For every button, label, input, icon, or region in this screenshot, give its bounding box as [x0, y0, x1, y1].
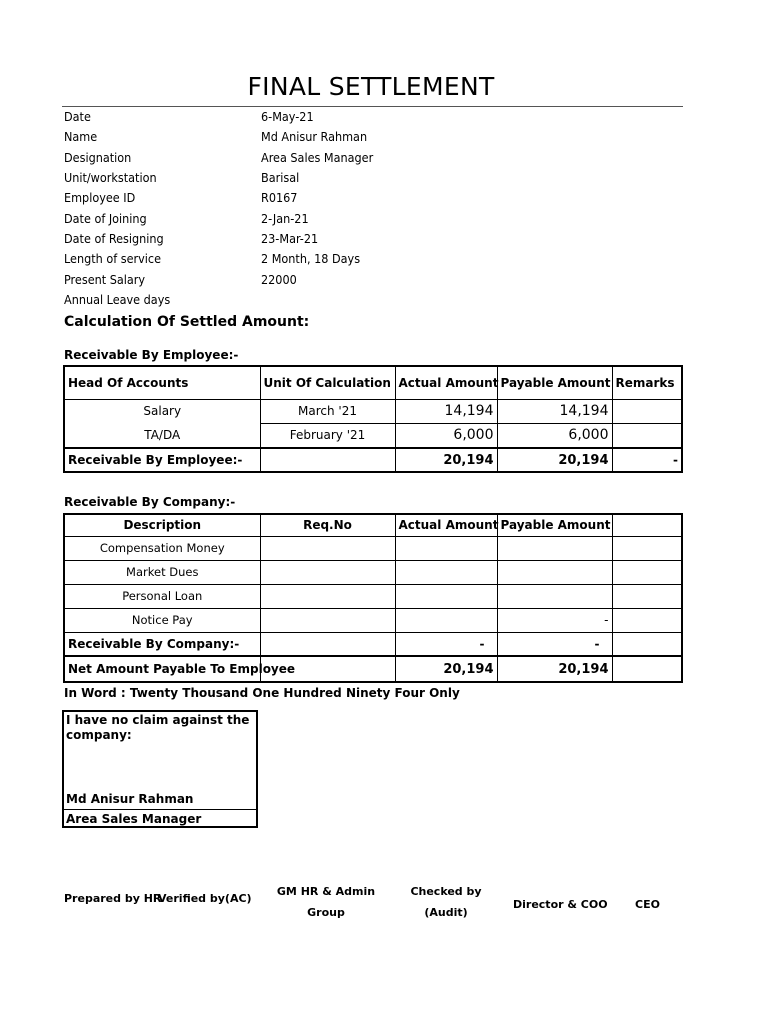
remarks-cell: [612, 608, 682, 632]
net-label: Net Amount Payable To Employee: [64, 656, 260, 682]
company-section-label: Receivable By Company:-: [64, 495, 236, 509]
info-label: Annual Leave days: [64, 292, 171, 307]
total-remarks: [612, 632, 682, 656]
actual-cell: 14,194: [395, 399, 497, 423]
signatory-audit: (Audit): [424, 906, 468, 919]
signatory-audit: Checked by: [410, 885, 482, 898]
remarks-cell: [612, 560, 682, 584]
info-value: Barisal: [261, 170, 300, 185]
actual-cell: [395, 536, 497, 560]
info-label: Designation: [64, 150, 132, 165]
unit-cell: March '21: [260, 399, 395, 423]
table-header-row: [64, 366, 682, 399]
claim-statement: company:: [66, 728, 132, 742]
total-payable: 20,194: [497, 448, 612, 472]
company-receivable-table: [63, 513, 683, 683]
actual-cell: [395, 584, 497, 608]
info-value: 6-May-21: [261, 109, 314, 124]
claimant-name: Md Anisur Rahman: [66, 792, 194, 806]
info-value: 23-Mar-21: [261, 231, 319, 246]
table-row: [64, 608, 682, 632]
table-total-row: [64, 632, 682, 656]
employee-receivable-table: [63, 365, 683, 473]
payable-cell: [497, 536, 612, 560]
description-cell: Personal Loan: [64, 584, 260, 608]
req-cell: [260, 608, 395, 632]
info-label: Date: [64, 109, 91, 124]
header-cell: Unit Of Calculation: [260, 366, 395, 399]
info-label: Employee ID: [64, 190, 136, 205]
table-header-row: [64, 514, 682, 536]
remarks-cell: [612, 584, 682, 608]
unit-cell: February '21: [260, 423, 395, 448]
info-label: Present Salary: [64, 272, 146, 287]
amount-in-words: In Word : Twenty Thousand One Hundred Ninety Four Only: [64, 686, 460, 700]
title-underline: [62, 106, 683, 107]
header-cell: Actual Amount: [395, 514, 497, 536]
header-cell: Payable Amount: [497, 366, 612, 399]
info-label: Length of service: [64, 251, 162, 266]
head-cell: Salary: [64, 399, 260, 423]
remarks-cell: [612, 536, 682, 560]
signatory-gm: Group: [307, 906, 345, 919]
table-row: [64, 560, 682, 584]
table-total-row: [64, 448, 682, 472]
page-title: FINAL SETTLEMENT: [247, 72, 495, 101]
signatory-gm: GM HR & Admin: [276, 885, 376, 898]
info-value: 2 Month, 18 Days: [261, 251, 361, 266]
signatory-ac: Verified by(AC): [158, 892, 252, 905]
table-row: [64, 584, 682, 608]
employee-section-label: Receivable By Employee:-: [64, 348, 239, 362]
header-cell: Remarks: [612, 366, 682, 399]
net-remarks: [612, 656, 682, 682]
header-cell: Payable Amount: [497, 514, 612, 536]
net-payable: 20,194: [497, 656, 612, 682]
remarks-cell: [612, 399, 682, 423]
table-row: [64, 536, 682, 560]
actual-cell: [395, 560, 497, 584]
info-value: 22000: [261, 272, 297, 287]
total-remarks: -: [612, 448, 682, 472]
total-label: Receivable By Company:-: [64, 632, 260, 656]
total-actual: -: [395, 632, 497, 656]
header-cell: Req.No: [260, 514, 395, 536]
remarks-cell: [612, 423, 682, 448]
description-cell: Market Dues: [64, 560, 260, 584]
header-cell: Actual Amount: [395, 366, 497, 399]
divider: [64, 809, 256, 810]
net-actual: 20,194: [395, 656, 497, 682]
signatory-ceo: CEO: [635, 898, 660, 911]
calculation-heading: Calculation Of Settled Amount:: [64, 314, 310, 330]
req-cell: [260, 560, 395, 584]
signatory-hr: Prepared by HR: [64, 892, 162, 905]
actual-cell: [395, 608, 497, 632]
table-row: [64, 399, 682, 423]
info-label: Unit/workstation: [64, 170, 157, 185]
total-unit-cell: [260, 448, 395, 472]
info-value: 2-Jan-21: [261, 211, 309, 226]
info-label: Date of Joining: [64, 211, 147, 226]
total-payable: -: [497, 632, 612, 656]
info-value: Md Anisur Rahman: [261, 129, 368, 144]
payable-cell: 6,000: [497, 423, 612, 448]
payable-cell: -: [497, 608, 612, 632]
payable-cell: 14,194: [497, 399, 612, 423]
info-label: Name: [64, 129, 98, 144]
description-cell: Notice Pay: [64, 608, 260, 632]
net-amount-row: [64, 656, 682, 682]
header-cell: Description: [64, 514, 260, 536]
header-cell: [612, 514, 682, 536]
total-req-cell: [260, 632, 395, 656]
claim-statement: I have no claim against the: [66, 713, 250, 727]
description-cell: Compensation Money: [64, 536, 260, 560]
claimant-designation: Area Sales Manager: [66, 812, 202, 826]
payable-cell: [497, 560, 612, 584]
total-actual: 20,194: [395, 448, 497, 472]
claim-statement-box: [62, 710, 258, 828]
header-cell: Head Of Accounts: [64, 366, 260, 399]
info-value: R0167: [261, 190, 298, 205]
head-cell: TA/DA: [64, 423, 260, 448]
signatory-director: Director & COO: [513, 898, 608, 911]
total-label: Receivable By Employee:-: [64, 448, 260, 472]
payable-cell: [497, 584, 612, 608]
table-row: [64, 423, 682, 448]
req-cell: [260, 584, 395, 608]
req-cell: [260, 536, 395, 560]
info-value: Area Sales Manager: [261, 150, 374, 165]
info-label: Date of Resigning: [64, 231, 164, 246]
actual-cell: 6,000: [395, 423, 497, 448]
